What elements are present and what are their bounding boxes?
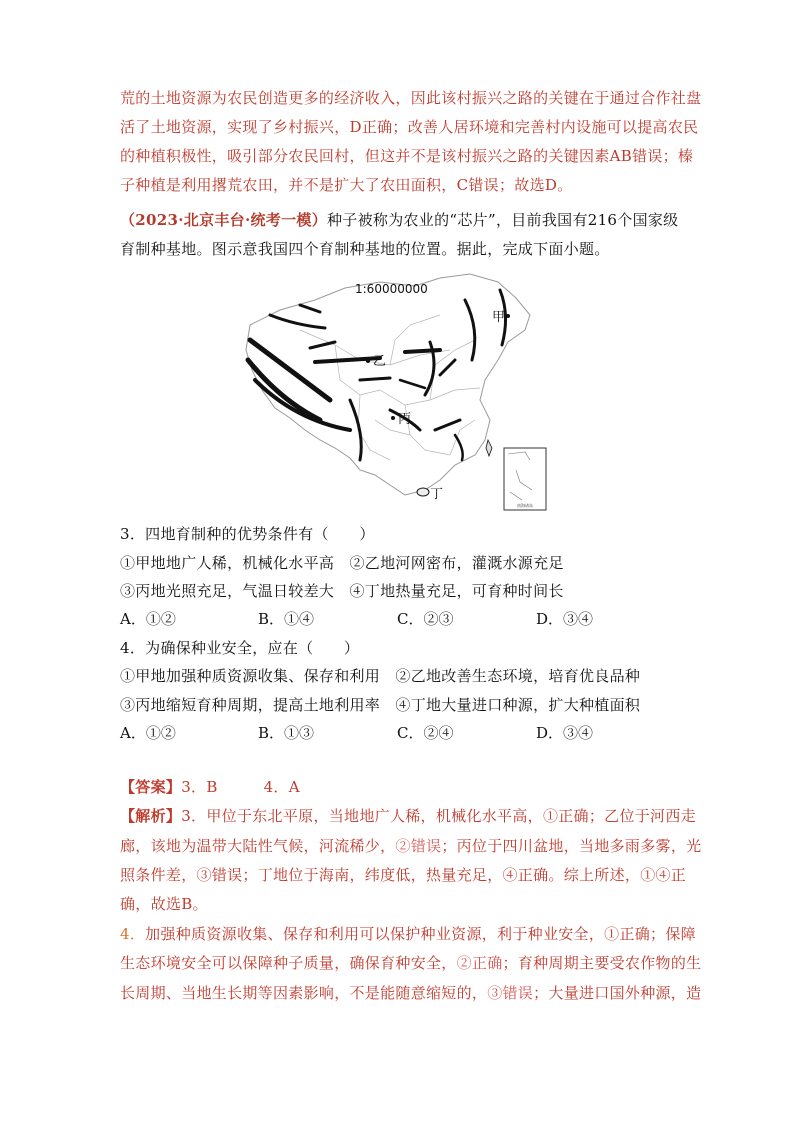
analysis-2-mark: ②错误 [395, 837, 442, 855]
prev-explanation-line-2: 活了土地资源，实现了乡村振兴，D正确；改善人居环境和完善村内设施可以提高农民 [120, 118, 699, 136]
q4-option-b[interactable]: B．①③ [258, 724, 315, 742]
analysis-line-5 [120, 924, 696, 944]
q4-option-a[interactable]: A．①② [120, 724, 176, 742]
analysis-line-2 [120, 836, 702, 856]
question-intro-line-1 [120, 210, 680, 230]
analysis-line-6 [120, 953, 702, 973]
china-map-svg [240, 270, 560, 515]
analysis-line-1 [120, 806, 696, 826]
q3-statements-2: ③丙地光照充足，气温日较差大 ④丁地热量充足，可育种时间长 [120, 582, 564, 600]
q3-option-a[interactable]: A．①② [120, 610, 176, 628]
q3-option-d[interactable]: D．③④ [536, 610, 594, 628]
analysis-6-mark: ②正确 [456, 954, 503, 972]
question-source: （2023·北京丰台·统考一模） [120, 211, 327, 229]
answer-text: 3．B 4．A [181, 778, 300, 796]
point-jia [506, 314, 510, 318]
label-ding: 丁 [430, 487, 444, 502]
label-jia: 甲 [492, 310, 506, 325]
analysis-line-4: 确，故选B。 [120, 895, 208, 913]
question-intro-line-2: 育制种基地。图示意我国四个育制种基地的位置。据此，完成下面小题。 [120, 240, 610, 258]
q4-stem: 4．为确保种业安全，应在（ ） [120, 639, 360, 657]
prev-explanation-line-1: 荒的土地资源为农民创造更多的经济收入，因此该村振兴之路的关键在于通过合作社盘 [120, 89, 702, 107]
inset-caption: 南海诸岛 [517, 503, 533, 508]
question-intro-text: 种子被称为农业的“芯片”，目前我国有216个国家级 [327, 211, 679, 229]
analysis-6-post: ；育种周期主要受农作物的生 [502, 954, 702, 972]
q4-option-d[interactable]: D．③④ [536, 724, 594, 742]
q4-statements-1: ①甲地加强种质资源收集、保存和利用 ②乙地改善生态环境，培育优良品种 [120, 667, 641, 685]
label-yi: 乙 [373, 354, 387, 369]
country-outline [246, 274, 530, 495]
q4-option-c[interactable]: C．②④ [397, 724, 454, 742]
analysis-tag: 【解析】 [120, 807, 182, 825]
q3-option-b[interactable]: B．①④ [258, 610, 315, 628]
south-sea-inset [504, 448, 546, 510]
label-bing: 丙 [398, 412, 412, 427]
analysis-7-pre: 长周期、当地生长期等因素影响，不是能随意缩短的， [120, 984, 488, 1002]
analysis-2-post: ；丙位于四川盆地，当地多雨多雾，光 [441, 837, 702, 855]
q3-statements-1: ①甲地地广人稀，机械化水平高 ②乙地河网密布，灌溉水源充足 [120, 554, 564, 572]
province-borders [300, 315, 480, 460]
china-map-figure [240, 270, 560, 515]
analysis-7-post: ；大量进口国外种源，造 [533, 984, 702, 1002]
analysis-4-start: 加强种质资源收集、保存和利用可以保护种业资源，利于种业安全，①正确；保障 [145, 925, 696, 943]
q3-stem: 3．四地育制种的优势条件有（ ） [120, 525, 375, 543]
analysis-2-pre: 廊，该地为温带大陆性气候，河流稀少， [120, 837, 396, 855]
analysis-6-pre: 生态环境安全可以保障种子质量，确保育种安全， [120, 954, 457, 972]
q3-option-c[interactable]: C．②③ [397, 610, 454, 628]
hainan-island [417, 488, 429, 496]
prev-explanation-line-3: 的种植积极性，吸引部分农民回村，但这并不是该村振兴之路的关键因素AB错误；榛 [120, 147, 694, 165]
map-scale: 1:60000000 [355, 282, 428, 296]
analysis-7-mark: ③错误 [487, 984, 534, 1002]
answer-line [120, 777, 680, 797]
q4-statements-2: ③丙地缩短育种周期，提高土地利用率 ④丁地大量进口种源，扩大种植面积 [120, 696, 641, 714]
point-bing [391, 416, 395, 420]
answer-tag: 【答案】 [120, 778, 182, 796]
prev-explanation-line-4: 子种植是利用撂荒农田，并不是扩大了农田面积，C错误；故选D。 [120, 176, 573, 194]
analysis-4-number: 4． [120, 925, 146, 943]
analysis-3-start: 3．甲位于东北平原，当地地广人稀，机械化水平高，①正确；乙位于河西走 [181, 807, 696, 825]
analysis-line-7 [120, 983, 702, 1003]
taiwan-island [486, 440, 492, 456]
analysis-line-3: 照条件差，③错误；丁地位于海南，纬度低，热量充足，④正确。综上所述，①④正 [120, 866, 687, 884]
mountain-ranges [248, 290, 506, 460]
point-yi [366, 359, 370, 363]
